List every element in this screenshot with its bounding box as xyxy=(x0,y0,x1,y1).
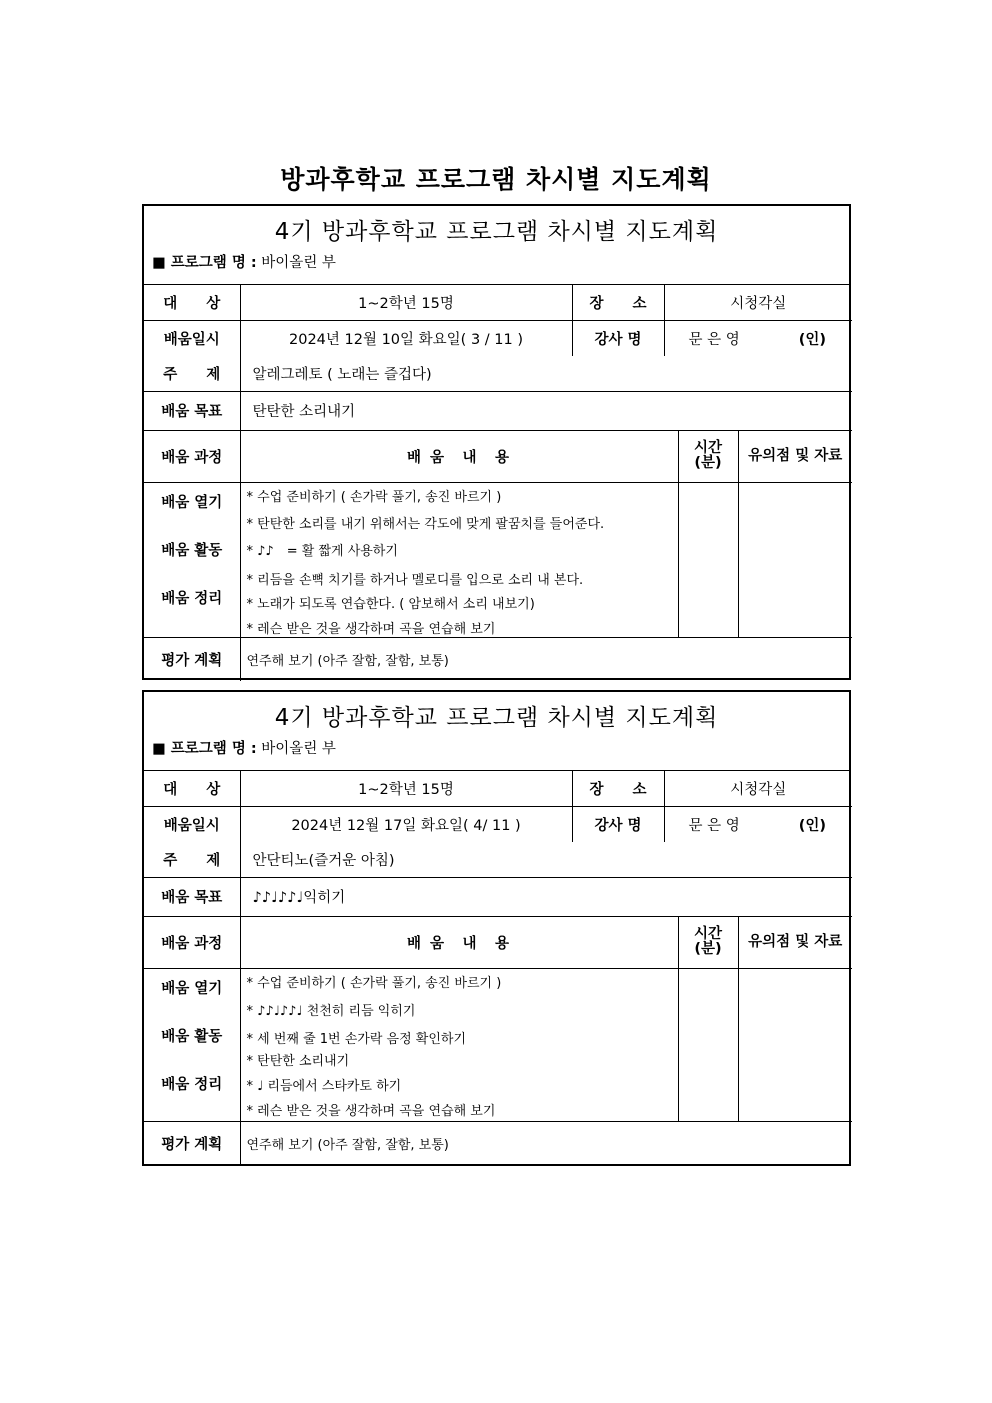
phase-labels xyxy=(144,482,240,637)
eval-label: 평가 계획 xyxy=(144,637,240,681)
phase-activity: 배움 활동 xyxy=(161,1028,223,1045)
teacher-label: 강사 명 xyxy=(572,806,664,842)
content-line: * 수업 준비하기 ( 손가락 풀기, 송진 바르기 ) xyxy=(246,489,502,505)
teacher-cell xyxy=(664,806,852,842)
content-cell xyxy=(240,968,678,1121)
lesson-plan-2 xyxy=(142,690,851,1166)
topic-label: 주 제 xyxy=(144,356,240,391)
goal-label: 배움 목표 xyxy=(144,391,240,430)
topic-value: 알레그레토 ( 노래는 즐겁다) xyxy=(240,356,852,391)
process-label: 배움 과정 xyxy=(144,916,240,968)
teacher-name: 문 은 영 xyxy=(688,331,740,348)
seal-mark: (인) xyxy=(798,817,826,834)
notes-cell xyxy=(738,968,852,1121)
program-label: ■ 프로그램 명 : xyxy=(152,255,257,271)
content-line: * 세 번째 줄 1번 손가락 음정 확인하기 xyxy=(246,1031,467,1047)
teacher-label: 강사 명 xyxy=(572,320,664,356)
target-label: 대 상 xyxy=(144,771,240,806)
plan-title: 4기 방과후학교 프로그램 차시별 지도계획 xyxy=(274,219,719,245)
target-label: 대 상 xyxy=(144,285,240,320)
lesson-plan-1 xyxy=(142,204,851,680)
program-line xyxy=(144,249,849,281)
date-label: 배움일시 xyxy=(144,806,240,842)
time-cell xyxy=(678,968,738,1121)
eval-label: 평가 계획 xyxy=(144,1121,240,1165)
program-name: 바이올린 부 xyxy=(261,255,336,271)
content-line: * 노래가 되도록 연습한다. ( 암보해서 소리 내보기) xyxy=(246,596,535,612)
plan-header xyxy=(144,206,849,285)
place-value: 시청각실 xyxy=(664,285,852,320)
content-line: * 레슨 받은 것을 생각하며 곡을 연습해 보기 xyxy=(246,1103,496,1119)
content-line: * ♪♪♩♪♪♩ 천천히 리듬 익히기 xyxy=(246,1003,416,1019)
content-line: * 레슨 받은 것을 생각하며 곡을 연습해 보기 xyxy=(246,621,496,637)
time-header: 시간 (분) xyxy=(678,916,738,968)
date-label: 배움일시 xyxy=(144,320,240,356)
content-line: * ♩ 리듬에서 스타카토 하기 xyxy=(246,1078,402,1094)
target-value: 1~2학년 15명 xyxy=(240,771,572,806)
goal-label: 배움 목표 xyxy=(144,877,240,916)
eval-value: 연주해 보기 (아주 잘함, 잘함, 보통) xyxy=(240,637,852,681)
goal-value: 탄탄한 소리내기 xyxy=(240,391,852,430)
time-header: 시간 (분) xyxy=(678,430,738,482)
plan-title: 4기 방과후학교 프로그램 차시별 지도계획 xyxy=(274,705,719,731)
topic-value: 안단티노(즐거운 아침) xyxy=(240,842,852,877)
phase-close: 배움 정리 xyxy=(161,1076,223,1093)
notes-header: 유의점 및 자료 xyxy=(738,430,852,482)
teacher-cell xyxy=(664,320,852,356)
eval-value: 연주해 보기 (아주 잘함, 잘함, 보통) xyxy=(240,1121,852,1165)
phase-close: 배움 정리 xyxy=(161,590,223,607)
target-value: 1~2학년 15명 xyxy=(240,285,572,320)
process-label: 배움 과정 xyxy=(144,430,240,482)
document-title: 방과후학교 프로그램 차시별 지도계획 xyxy=(280,165,712,194)
content-header: 배 움 내 용 xyxy=(240,430,678,482)
notes-cell xyxy=(738,482,852,637)
content-header: 배 움 내 용 xyxy=(240,916,678,968)
phase-labels xyxy=(144,968,240,1121)
date-value: 2024년 12월 17일 화요일( 4/ 11 ) xyxy=(240,806,572,842)
seal-mark: (인) xyxy=(798,331,826,348)
phase-open: 배움 열기 xyxy=(161,494,223,511)
content-line: * 리듬을 손뼉 치기를 하거나 멜로디를 입으로 소리 내 본다. xyxy=(246,572,584,588)
plan-table xyxy=(144,771,852,842)
phase-activity: 배움 활동 xyxy=(161,542,223,559)
content-line: * 수업 준비하기 ( 손가락 풀기, 송진 바르기 ) xyxy=(246,975,502,991)
place-label: 장 소 xyxy=(572,285,664,320)
goal-value: ♪♪♩♪♪♩익히기 xyxy=(240,877,852,916)
plan-table-body xyxy=(144,356,852,681)
topic-label: 주 제 xyxy=(144,842,240,877)
plan-table-body xyxy=(144,842,852,1165)
time-cell xyxy=(678,482,738,637)
notes-header: 유의점 및 자료 xyxy=(738,916,852,968)
teacher-name: 문 은 영 xyxy=(688,817,740,834)
date-value: 2024년 12월 10일 화요일( 3 / 11 ) xyxy=(240,320,572,356)
program-line xyxy=(144,735,849,767)
content-cell xyxy=(240,482,678,637)
content-line: * 탄탄한 소리를 내기 위해서는 각도에 맞게 팔꿈치를 들어준다. xyxy=(246,516,605,532)
plan-header xyxy=(144,692,849,771)
content-line: * ♪♪ = 활 짧게 사용하기 xyxy=(246,543,398,559)
program-label: ■ 프로그램 명 : xyxy=(152,741,257,757)
content-line: * 탄탄한 소리내기 xyxy=(246,1053,350,1069)
program-name: 바이올린 부 xyxy=(261,741,336,757)
phase-open: 배움 열기 xyxy=(161,980,223,997)
place-value: 시청각실 xyxy=(664,771,852,806)
plan-table xyxy=(144,285,852,356)
place-label: 장 소 xyxy=(572,771,664,806)
